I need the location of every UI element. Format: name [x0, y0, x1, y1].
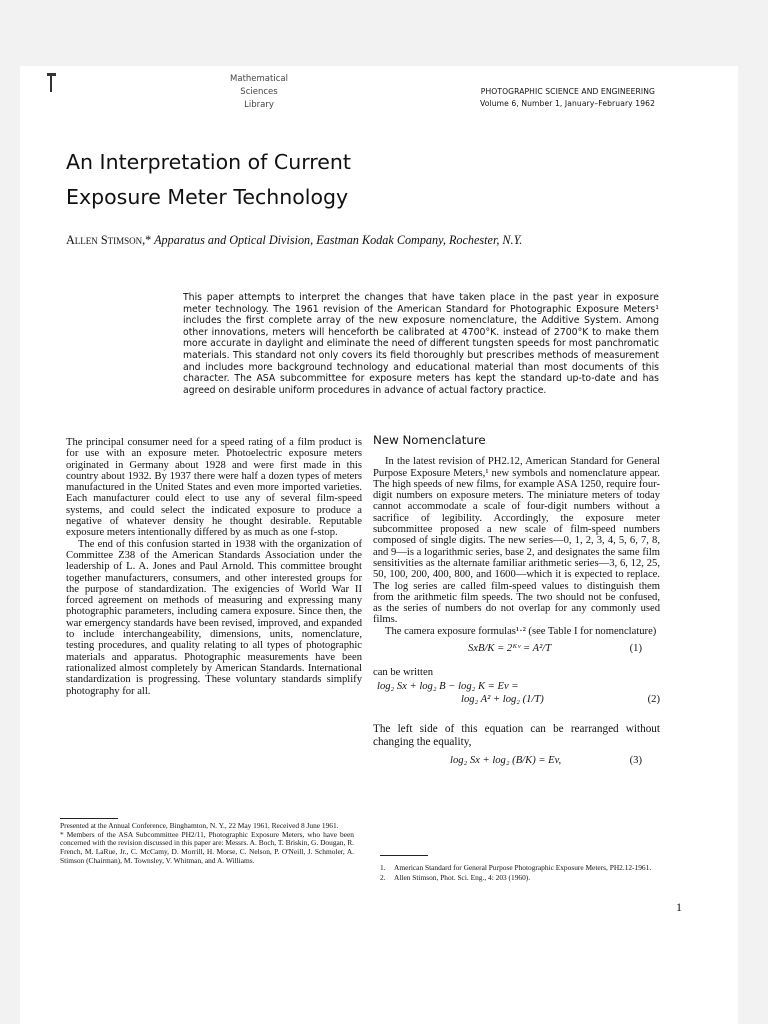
abstract: This paper attempts to interpret the changes that have taken place in the past year in exposure meter technology. The 1961 revision of the American Standard for Photographic Exposure Meters¹ includes the first complete array of the new exposure nomenclature, the Additive System. Among other innovations, meters will henceforth be calibrated at 4700°K. instead of 2700°K to make them more accurate in daylight and eliminate the need of different tungsten speeds for most panchromatic materials. This standard not only covers its field thoroughly but prescribes methods of measurement and includes more background technology and educational material than most documents of this character. The ASA subcommittee for exposure meters has kept the standard up-to-date and has agreed on desirable uniform procedures in advance of actual factory practice. [183, 292, 659, 396]
reference-text: Allen Stimson, Phot. Sci. Eng., 4: 203 (1960). [394, 872, 531, 882]
equation-1 [373, 643, 660, 667]
equation-2 [373, 681, 660, 715]
scan-mark [50, 76, 52, 92]
equation-number: (1) [629, 643, 642, 655]
reference-text: American Standard for General Purpose Photographic Exposure Meters, PH2.12-1961. [394, 863, 652, 872]
stamp-line: Mathematical [230, 74, 288, 84]
body-paragraph: In the latest revision of PH2.12, American Standard for General Purpose Exposure Meters,¹ new symbols and nomenclature appear. The high speeds of new films, for example ASA 1250, require four-digit numbers on exposure meters. The miniature meters of today cannot accommodate a scale of four-digit numbers without a sacrifice of legibility. Accordingly, the exposure meter subcommittee proposed a new scale of film-speed numbers composed of single digits. The new series—0, 1, 2, 3, 4, 5, 6, 7, 8, and 9—is a logarithmic series, base 2, and designates the same film sensitivities as the alternate familiar arithmetic series—3, 6, 12, 25, 50, 100, 200, 400, 800, and 1600—which it is expected to replace. The log series are called film-speed values to distinguish them from the arithmetic film speeds. The two should not be confused, as the series of numbers do not overlap for any commonly used films. [373, 456, 660, 626]
journal-name: PHOTOGRAPHIC SCIENCE AND ENGINEERING [480, 87, 655, 96]
equation-expression: log₂ Sx + log₂ (B/K) = Ev, [450, 755, 562, 767]
reference-item [380, 874, 660, 883]
reference-number: 2. [380, 872, 386, 882]
reference-item [380, 864, 660, 873]
journal-header [400, 86, 655, 110]
body-text: can be written [373, 667, 434, 679]
journal-issue: Volume 6, Number 1, January–February 1962 [480, 99, 655, 108]
author-affiliation: Apparatus and Optical Division, Eastman Kodak Company, Rochester, N.Y. [151, 233, 523, 247]
title-line: An Interpretation of Current [66, 150, 351, 174]
body-paragraph: The end of this confusion started in 1938 with the organization of Committee Z38 of the American Standards Association under the leadership of L. A. Jones and Paul Arnold. This committee brought together manufacturers, consumers, and other interested groups for the purpose of standardization. The exigencies of World War II forced agreement on methods of measuring and expressing many photographic parameters, including camera exposure. Since then, the war emergency standards have been revised, improved, and expanded to include interchangeability, dimensions, units, nomenclature, testing procedures, and quality relating to all types of photographic materials and apparatus. Photographic measurements have been rationalized almost completely by American Standards. International standardization is progressing. These voluntary standards simplify photography for all. [66, 538, 362, 697]
right-footnotes [380, 864, 660, 883]
right-column [373, 435, 660, 775]
equation-expression: SxB/K = 2ᴷᵛ = A²/T [468, 643, 552, 655]
body-text: The left side of this equation can be rearranged without changing the equality, [373, 723, 660, 749]
equation-expression: log₂ Sx + log₂ B − log₂ K = Ev = [377, 681, 519, 693]
author-name: Allen Stimson, [66, 233, 146, 247]
left-footnotes [60, 818, 354, 866]
left-column [66, 437, 362, 697]
equation-3 [373, 755, 660, 775]
footnote: Presented at the Annual Conference, Binghamton, N. Y., 22 May 1961. Received 8 June 1961. [60, 821, 339, 830]
equation-expression: log₂ A² + log₂ (1/T) [461, 694, 544, 706]
title-line: Exposure Meter Technology [66, 185, 349, 209]
library-stamp [214, 73, 304, 112]
body-paragraph: The camera exposure formulas¹·² (see Table I for nomenclature) [385, 625, 657, 637]
reference-number: 1. [380, 863, 386, 872]
equation-number: (2) [647, 694, 660, 706]
footnote-rule [60, 818, 118, 819]
section-heading: New Nomenclature [373, 433, 486, 447]
paper-title [66, 145, 586, 215]
footnote: * Members of the ASA Subcommittee PH2/11, Photographic Exposure Meters, who have been concerned with the revision discussed in this paper are: Messrs. A. Boch, T. Briskin, G. Dougan, R. French, M. LaRue, Jr., C. McCamy, D. Morrill, H. Morse, C. Nelson, P. O'Neill, J. Schmoler, A. Stimson (Chairman), M. Townsley, V. Whitman, and A. Williams. [60, 829, 354, 865]
page-number: 1 [676, 900, 682, 914]
footnote-rule [380, 855, 428, 856]
author-footnote-mark: * [145, 233, 152, 247]
stamp-line: Library [244, 100, 274, 110]
stamp-line: Sciences [240, 87, 278, 97]
equation-number: (3) [629, 755, 642, 767]
body-paragraph: The principal consumer need for a speed rating of a film product is for use with an exposure meter. Photoelectric exposure meters originated in Germany about 1928 and were first made in this country about 1932. By 1937 there were half a dozen types of meters manufactured in the United States and even more imported varieties. Each manufacturer could elect to use any of several film-speed systems, and could select the indicated exposure to produce a negative of whatever density he thought desirable. Reputable exposure meters intentionally differed by as much as one f-stop. [66, 437, 362, 539]
author-line [66, 233, 686, 248]
